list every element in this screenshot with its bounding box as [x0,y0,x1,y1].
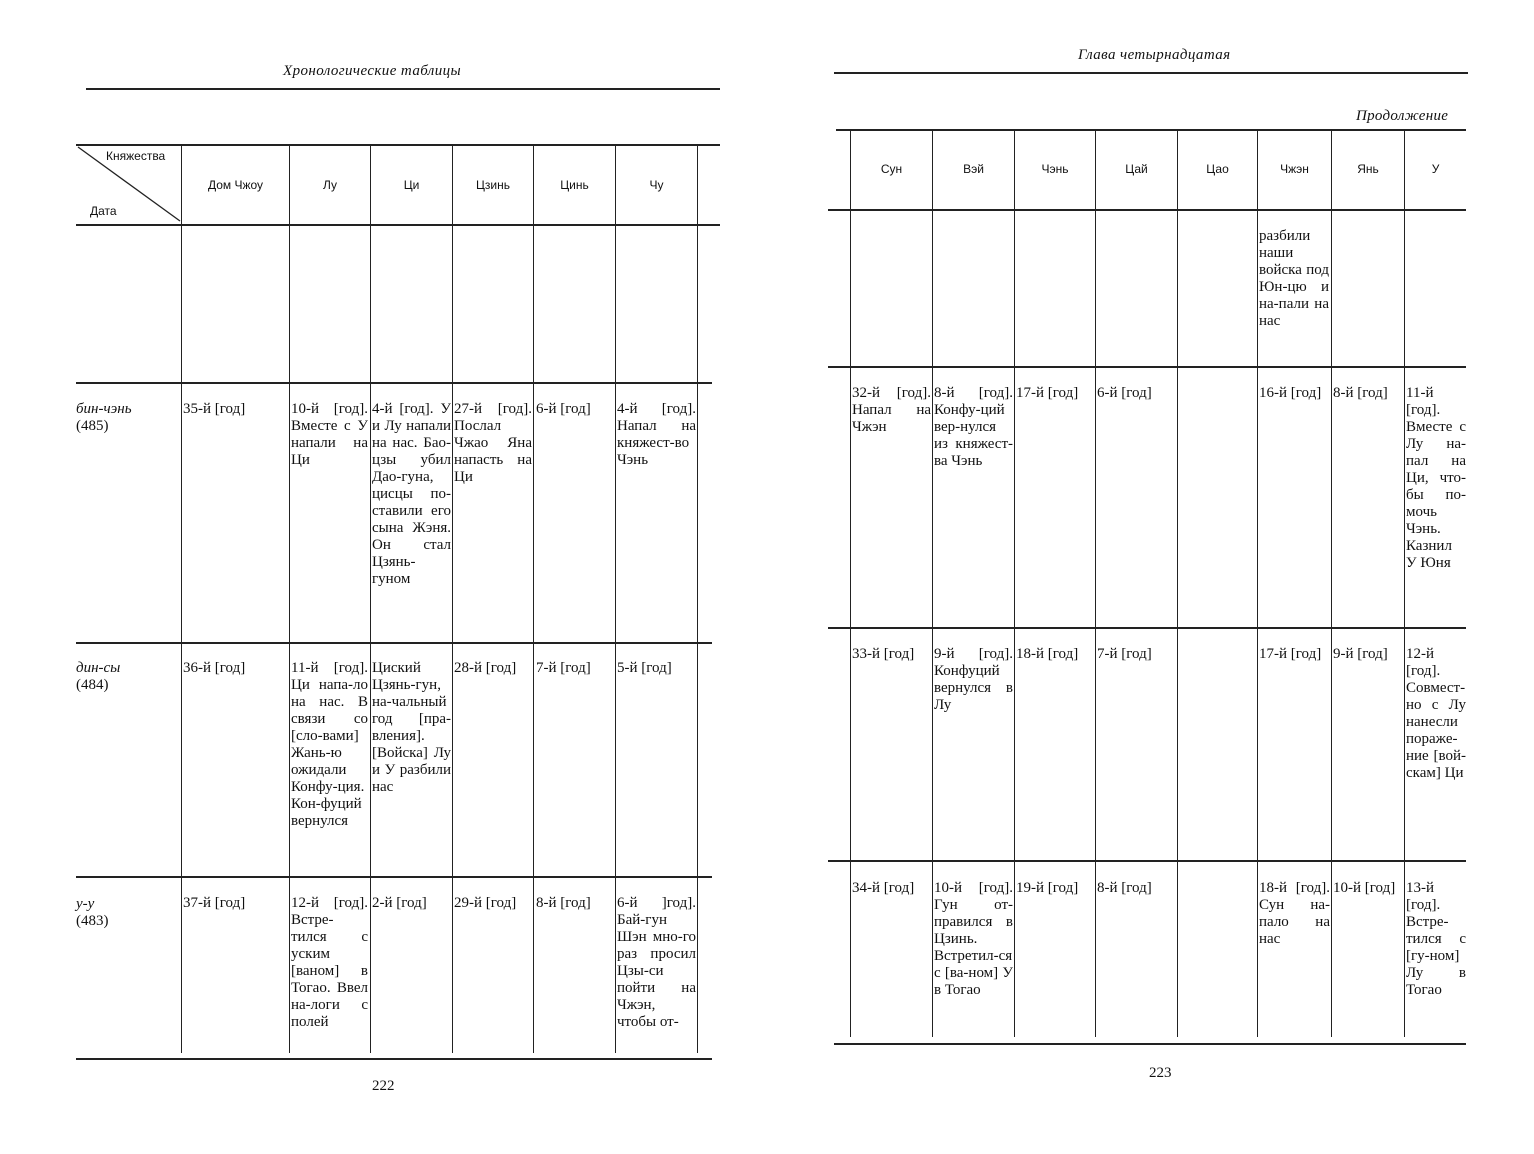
table-cell: 6-й [год] [1097,385,1152,401]
left-header-rule [86,88,720,90]
column-rule [1177,131,1178,1037]
table-cell: 32-й [год]. Напал на Чжэн [852,385,931,435]
right-header-rule [834,72,1468,74]
row-date-484 [76,660,176,694]
table-cell: 6-й [год] [536,401,591,417]
table-cell: 2-й [год] [372,895,427,911]
table-bottom-rule [834,1043,1466,1045]
column-header-qin: Цинь [560,178,589,192]
row-rule [828,860,1466,862]
date-cyclic-name: у-у [76,896,95,912]
table-cell: 34-й [год] [852,880,915,896]
date-cyclic-name: дин-сы [76,660,121,676]
column-rule [1257,131,1258,1037]
table-cell: 8-й [год]. Конфу-ций вер-нулся из княжест-ва Чэнь [934,385,1013,469]
table-cell: 7-й [год] [536,660,591,676]
column-header-chu: Чу [649,178,664,192]
corner-label-date: Дата [90,204,117,218]
table-cell: 18-й [год] [1016,646,1079,662]
table-cell: 29-й [год] [454,895,517,911]
column-rule [533,146,534,1053]
column-rule [1331,131,1332,1037]
date-year: (485) [76,418,109,434]
column-header-lu: Лу [322,178,337,192]
table-cell: 8-й [год] [1333,385,1388,401]
column-rule [615,146,616,1053]
row-date-483 [76,896,176,930]
table-cell: 36-й [год] [183,660,246,676]
column-rule [850,131,851,1037]
column-rule [289,146,290,1053]
row-rule [76,876,712,878]
table-cell: 6-й ]год]. Бай-гун Шэн мно-го раз просил Цзы-си пойти на Чжэн, чтобы от- [617,895,696,1030]
column-rule [1014,131,1015,1037]
column-rule [1095,131,1096,1037]
column-rule [1404,131,1405,1037]
table-top-rule [836,129,1466,131]
table-cell: 27-й [год]. Послал Чжао Яна напасть на Ци [454,401,532,485]
header-bottom-rule [76,224,720,226]
right-running-head: Глава четырнадцатая [1078,47,1231,63]
column-header-cai: Цай [1125,162,1148,176]
header-bottom-rule [828,209,1466,211]
right-page [760,0,1534,1154]
column-header-wei: Вэй [963,162,984,176]
column-header-chen: Чэнь [1041,162,1069,176]
column-rule [932,131,933,1037]
column-rule [452,146,453,1053]
table-cell: 18-й [год]. Сун на-пало на нас [1259,880,1330,947]
column-rule [697,146,698,1053]
table-cell: Циский Цзянь-гун, на-чальный год [пра-вления]. [Войска] Лу и У разбили нас [372,660,451,795]
table-cell: 10-й [год] [1333,880,1396,896]
table-cell: 5-й [год] [617,660,672,676]
column-header-zhou: Дом Чжоу [207,178,264,192]
table-cell: 4-й [год]. Напал на княжест-во Чэнь [617,401,696,468]
corner-label-principalities: Княжества [106,149,166,163]
left-page-number: 222 [372,1078,395,1094]
column-header-jin: Цзинь [476,178,510,192]
table-cell: 9-й [год]. Конфуций вернулся в Лу [934,646,1013,713]
date-cyclic-name: бин-чэнь [76,401,132,417]
table-cell: 33-й [год] [852,646,915,662]
table-cell: 19-й [год] [1016,880,1079,896]
table-cell: 9-й [год] [1333,646,1388,662]
column-header-wu: У [1431,162,1440,176]
column-header-zheng: Чжэн [1280,162,1309,176]
continuation-label: Продолжение [1356,108,1449,124]
row-rule [76,642,712,644]
table-cell: 13-й [год]. Встре-тился с [гу-ном] Лу в Тогао [1406,880,1466,998]
row-rule [828,366,1466,368]
column-header-song: Сун [880,162,903,176]
table-cell: 4-й [год]. У и Лу напали на нас. Бао-цзы убил Дао-гуна, цисцы по-ставили его сына Жэня. Он стал Цзянь-гуном [372,401,451,587]
column-rule [181,146,182,1053]
table-cell: 11-й [год]. Ци напа-ло на нас. В связи со [сло-вами] Жань-ю ожидали Конфу-ция. Кон-фуций вернулся [291,660,368,829]
row-date-485 [76,401,176,435]
table-bottom-rule [76,1058,712,1060]
right-page-number: 223 [1149,1065,1172,1081]
left-running-head: Хронологические таблицы [283,63,462,79]
table-cell: разбили наши войска под Юн-цю и на-пали на нас [1259,228,1329,329]
table-cell: 10-й [год]. Гун от-правился в Цзинь. Встретил-ся с [ва-ном] У в Тогао [934,880,1013,998]
row-rule [76,382,712,384]
date-year: (483) [76,913,109,929]
table-cell: 35-й [год] [183,401,246,417]
table-cell: 17-й [год] [1016,385,1079,401]
table-cell: 28-й [год] [454,660,517,676]
table-cell: 11-й [год]. Вместе с Лу на-пал на Ци, что-бы по-мочь Чэнь. Казнил У Юня [1406,385,1466,571]
table-cell: 37-й [год] [183,895,246,911]
row-rule [828,627,1466,629]
table-cell: 8-й [год] [1097,880,1152,896]
table-cell: 8-й [год] [536,895,591,911]
table-cell: 12-й [год]. Совмест-но с Лу нанесли пораже-ние [вой-скам] Ци [1406,646,1466,781]
column-header-yan: Янь [1357,162,1379,176]
table-cell: 16-й [год] [1259,385,1322,401]
date-year: (484) [76,677,109,693]
column-header-cao: Цао [1206,162,1229,176]
column-header-qi: Ци [403,178,420,192]
table-cell: 12-й [год]. Встре-тился с уским [ваном] в Тогао. Ввел на-логи с полей [291,895,368,1030]
table-cell: 10-й [год]. Вместе с У напали на Ци [291,401,368,468]
table-cell: 17-й [год] [1259,646,1322,662]
column-rule [370,146,371,1053]
left-page [0,0,760,1154]
table-cell: 7-й [год] [1097,646,1152,662]
